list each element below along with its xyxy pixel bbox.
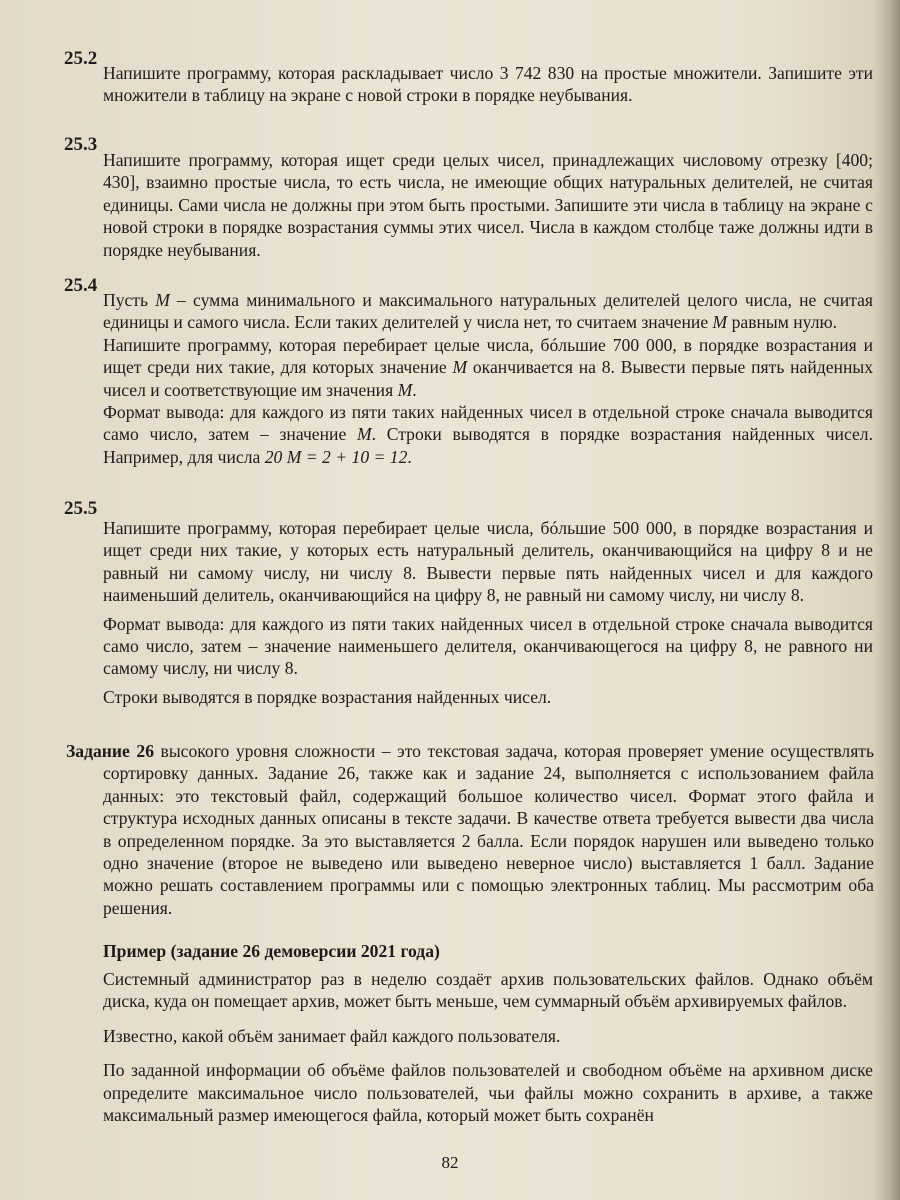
problem-number: 25.3	[64, 134, 98, 155]
page-number: 82	[441, 1153, 459, 1172]
example-text: По заданной информации об объёме файлов пользователей и свободном объёме на архивном диске определите максимальное число пользователей, чьи файлы можно сохранить в архиве, а также максимальный размер имеющегося файла, который может быть сохранён	[103, 1060, 873, 1126]
problem-number: 25.2	[64, 48, 98, 69]
task-26-description	[66, 740, 874, 919]
problem-text: Напишите программу, которая перебирает целые числа, бóльшие 700 000, в порядке возрастания и ищет среди них такие, для которых значение M оканчивается на 8. Вывести первые пять найденных чисел и соответствующие им значения M.	[103, 334, 873, 400]
problem-body	[103, 517, 873, 708]
page-edge-shadow	[874, 0, 900, 1200]
problem-text: Напишите программу, которая ищет среди целых чисел, принадлежащих числовому отрезку [400; 430], взаимно простые числа, то есть числа, не имеющие общих натуральных делителей, не считая единицы. Сами числа не должны при этом быть простыми. Запишите эти числа в таблицу на экране с новой строки в порядке возрастания суммы этих чисел. Числа в каждом столбце таже должны идти в порядке неубывания.	[103, 150, 873, 260]
problem-text: Формат вывода: для каждого из пяти таких найденных чисел в отдельной строке сначала выводится само число, затем – значение наименьшего делителя, оканчивающегося на цифру 8, не равного ни самому числу, ни числу 8.	[103, 613, 873, 679]
example-text: Системный администратор раз в неделю создаёт архив пользовательских файлов. Однако объём диска, куда он помещает архив, может быть меньше, чем суммарный объём архивируемых файлов.	[103, 969, 873, 1012]
problem-number: 25.5	[64, 498, 98, 519]
problem-text: Пусть M – сумма минимального и максимального натуральных делителей целого числа, не считая единицы и самого числа. Если таких делителей у числа нет, то считаем значение M равным нулю.	[103, 290, 873, 333]
problem-text: Формат вывода: для каждого из пяти таких найденных чисел в отдельной строке сначала выводится само число, затем – значение M. Строки выводятся в порядке возрастания найденных чисел. Например, для числа 20 M = 2 + 10 = 12.	[103, 402, 873, 467]
problem-text: Напишите программу, которая перебирает целые числа, бóльшие 500 000, в порядке возрастания и ищет среди них такие, у которых есть натуральный делитель, оканчивающийся на цифру 8 и не равный ни самому числу, ни числу 8. Вывести первые пять найденных чисел и для каждого наименьший делитель, оканчивающийся на цифру 8, не равный ни самому числу, ни числу 8.	[103, 518, 873, 606]
problem-text: Строки выводятся в порядке возрастания найденных чисел.	[103, 686, 552, 707]
problem-number: 25.4	[64, 275, 98, 296]
problem-body	[103, 289, 873, 468]
task-26-body: высокого уровня сложности – это текстовая задача, которая проверяет умение осуществлять сортировку данных. Задание 26, также как и задание 24, выполняется с использованием файла данных: это текстовый файл, содержащий большое количество чисел. Формат этого файла и структура исходных данных описаны в тексте задачи. В качестве ответа требуется вывести два числа в определенном порядке. За это выставляется 2 балла. Если порядок нарушен или выведено только одно значение (второе не выведено или выведено неверное число) выставляется 1 балл. Задание можно решать составлением программы или с помощью электронных таблиц. Мы рассмотрим оба решения.	[103, 741, 874, 918]
task-26-text	[66, 740, 874, 919]
example-body	[103, 968, 873, 1126]
problem-text: Напишите программу, которая раскладывает число 3 742 830 на простые множители. Запишите эти множители в таблицу на экране с новой строки в порядке неубывания.	[103, 63, 873, 106]
example-text: Известно, какой объём занимает файл каждого пользователя.	[103, 1025, 561, 1046]
example-title: Пример (задание 26 демоверсии 2021 года)	[103, 941, 440, 961]
problem-body	[103, 62, 873, 107]
task-26-lead: Задание 26	[66, 741, 154, 761]
problem-body	[103, 149, 873, 261]
